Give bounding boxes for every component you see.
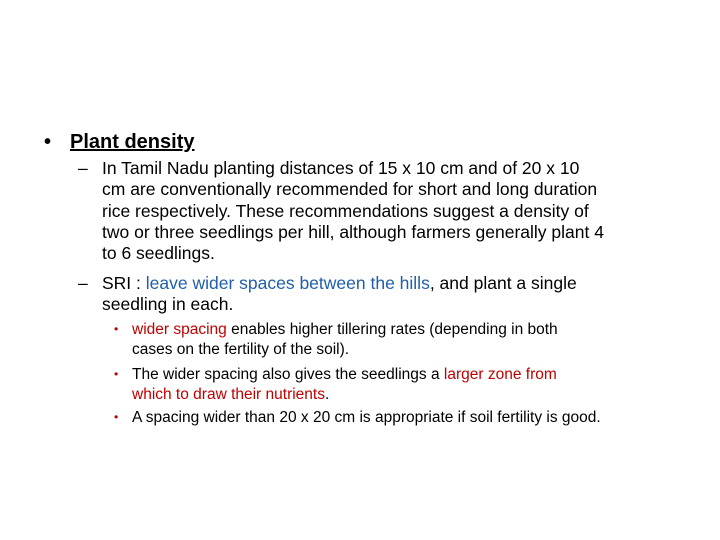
heading-text: Plant density	[70, 131, 195, 153]
subpoint-line	[132, 365, 702, 385]
zone-highlight: larger zone from	[443, 366, 557, 383]
point-text	[102, 158, 682, 264]
sri-suffix: , and plant a single	[429, 273, 577, 293]
subpoint-line: cases on the fertility of the soil).	[132, 341, 350, 358]
point-line: to 6 seedlings.	[102, 243, 215, 264]
wider-spacing-rest: enables higher tillering rates (depending in both	[226, 321, 558, 338]
point-line: two or three seedlings per hill, although farmers generally plant 4	[102, 221, 604, 242]
subpoint-bullet: •	[114, 410, 119, 424]
subpoint-line	[132, 385, 702, 405]
heading-bullet: •	[44, 131, 52, 153]
subpoint-text	[132, 365, 702, 405]
point-line: cm are conventionally recommended for short and long duration	[102, 179, 598, 200]
subpoint-line: A spacing wider than 20 x 20 cm is appropriate if soil fertility is good.	[132, 409, 601, 426]
subpoint-text	[132, 320, 702, 360]
point-dash: –	[78, 273, 88, 293]
point-dash: –	[78, 158, 88, 178]
point-line: seedling in each.	[102, 294, 234, 315]
subpoint-bullet: •	[114, 367, 119, 381]
subpoint-bullet: •	[114, 322, 119, 336]
sri-highlight: leave wider spaces between the hills	[145, 273, 430, 293]
zone-highlight-cont: which to draw their nutrients	[132, 386, 325, 403]
point-line: In Tamil Nadu planting distances of 15 x 10 cm and of 20 x 10	[102, 158, 580, 178]
wider-spacing-highlight: wider spacing	[132, 321, 227, 338]
subpoint-text	[132, 408, 702, 428]
zone-suffix: .	[324, 386, 330, 403]
subpoint-line	[132, 320, 702, 340]
sri-prefix: SRI :	[102, 273, 146, 293]
point-text	[102, 273, 682, 316]
point-line	[102, 273, 682, 294]
zone-prefix: The wider spacing also gives the seedlings a	[132, 366, 444, 383]
point-line: rice respectively. These recommendations suggest a density of	[102, 200, 589, 221]
